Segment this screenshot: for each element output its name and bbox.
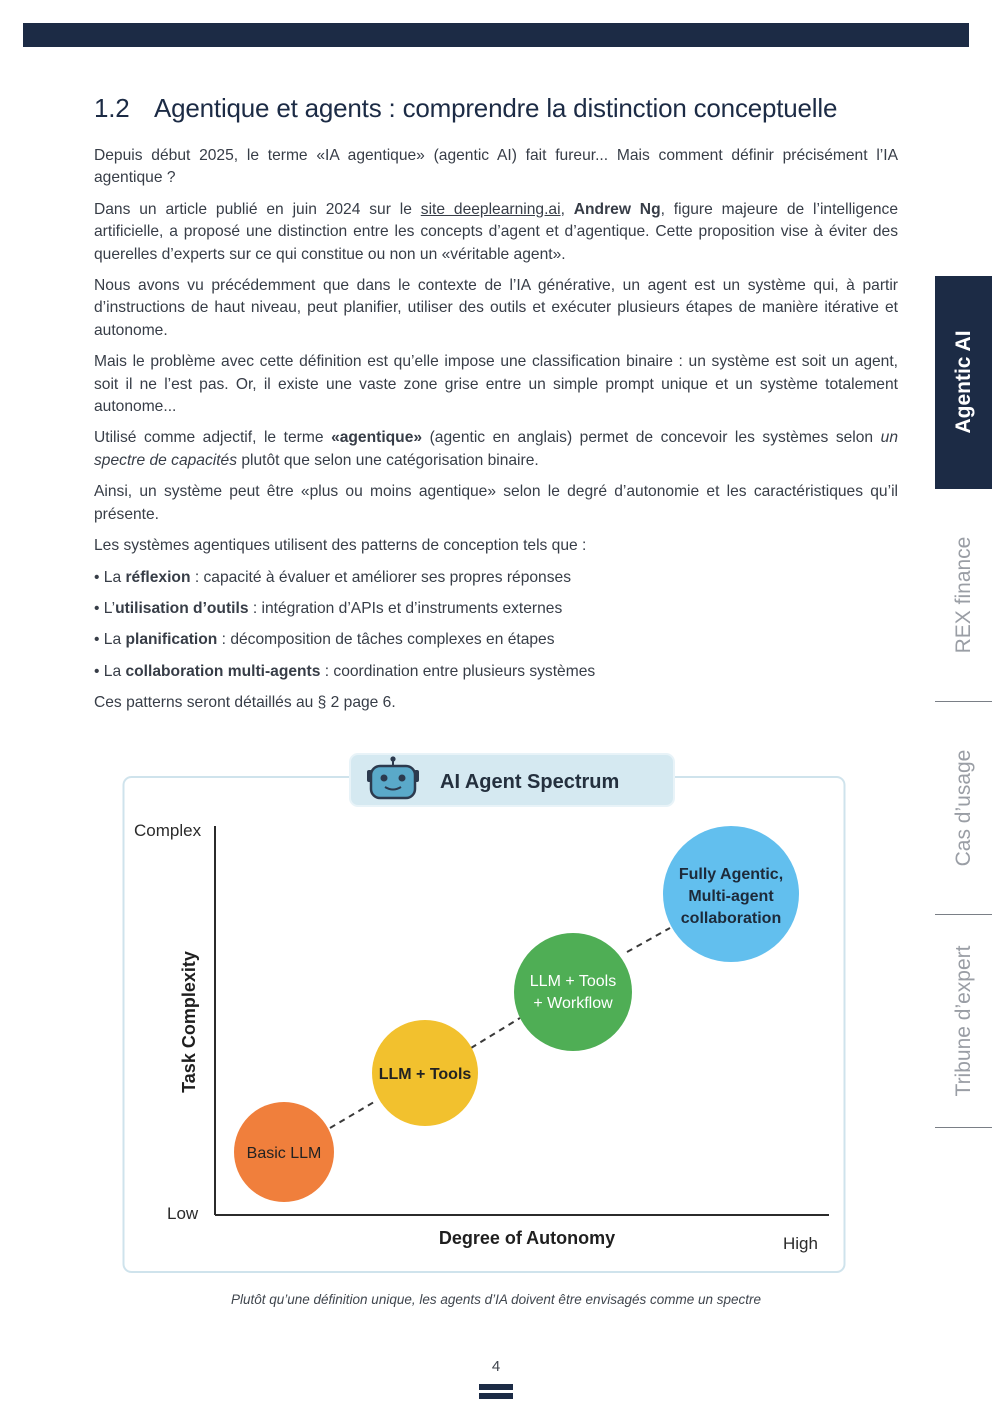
bullet-prefix: • L’ <box>94 599 116 617</box>
stage-label: collaboration <box>680 910 782 927</box>
paragraph-text: (agentic en anglais) permet de concevoir les systèmes selon <box>422 429 881 447</box>
tab-label: Tribune d’expert <box>951 945 975 1097</box>
tab-agentic-ai[interactable] <box>935 276 992 489</box>
x-axis-label: Degree of Autonomy <box>438 1228 616 1248</box>
paragraph-text: , figure majeure de l’intelligence artificielle, a proposé une distinction entre les concepts d’agent et d’agentique. Cette proposition vise à éviter des querelles d’experts sur ce qui constitue ou non un «véritable agent». <box>94 200 898 263</box>
stage-fully-agentic <box>663 826 799 962</box>
paragraph: Les systèmes agentiques utilisent des patterns de conception tels que : <box>94 537 587 555</box>
bullet-term: utilisation d’outils <box>115 599 249 617</box>
spectrum-diagram <box>122 750 846 1274</box>
tab-tribune-expert[interactable] <box>935 915 992 1128</box>
stage-circle <box>514 933 632 1051</box>
page-number: 4 <box>491 1358 501 1375</box>
y-axis-label: Task Complexity <box>179 951 199 1093</box>
bullet-item <box>94 567 898 589</box>
paragraph-text: , <box>560 200 574 218</box>
ai-agent-spectrum-figure <box>122 750 846 1274</box>
bullet-term: planification <box>125 631 218 649</box>
stage-label: Fully Agentic, <box>678 866 784 883</box>
author-name: Andrew Ng <box>573 200 661 218</box>
x-right-label: High <box>783 1234 818 1253</box>
page-mark <box>479 1384 513 1402</box>
bullet-text: : capacité à évaluer et améliorer ses propres réponses <box>190 568 571 586</box>
figure-caption: Plutôt qu’une définition unique, les agents d’IA doivent être envisagés comme un spectre <box>230 1292 762 1307</box>
stage-label: + Workflow <box>533 995 613 1012</box>
tab-label: Cas d’usage <box>951 749 975 867</box>
stage-llm-tools-workflow <box>514 933 632 1051</box>
paragraph: Mais le problème avec cette définition est qu’elle impose une classification binaire : un système est soit un agent, soit il ne l’est pas. Or, il existe une vaste zone grise entre un simple prompt unique et un système totalement autonome... <box>94 353 898 416</box>
bullet-item <box>94 598 898 620</box>
bullet-item <box>94 661 898 683</box>
bullet-prefix: • La <box>94 631 126 649</box>
stage-label: Basic LLM <box>246 1145 322 1162</box>
stage-label: Multi-agent <box>688 888 774 905</box>
bullet-term: collaboration multi-agents <box>125 662 321 680</box>
bullet-prefix: • La <box>94 568 126 586</box>
figure-title: AI Agent Spectrum <box>440 771 620 793</box>
tab-label: Agentic AI <box>951 330 975 434</box>
paragraph: Depuis début 2025, le terme «IA agentique» (agentic AI) fait fureur... Mais comment définir précisément l’IA agentique ? <box>94 147 898 187</box>
article-body <box>94 145 898 724</box>
tab-cas-usage[interactable] <box>935 702 992 915</box>
stage-llm-tools <box>372 1020 478 1126</box>
y-bottom-label: Low <box>167 1204 199 1223</box>
emphasis-text: un spectre de capacités <box>94 429 899 469</box>
section-title-text: Agentique et agents : comprendre la distinction conceptuelle <box>154 93 838 123</box>
stage-basic-llm <box>234 1102 334 1202</box>
bullet-item <box>94 629 898 651</box>
stage-label: LLM + Tools <box>378 1066 472 1083</box>
bullet-text: : coordination entre plusieurs systèmes <box>320 662 596 680</box>
deeplearning-link[interactable]: site deeplearning.ai <box>420 200 561 218</box>
paragraph-text: Utilisé comme adjectif, le terme <box>94 429 332 447</box>
stage-label: LLM + Tools <box>529 973 617 990</box>
paragraph-text: Dans un article publié en juin 2024 sur le <box>94 200 421 218</box>
paragraph: Ces patterns seront détaillés au § 2 page 6. <box>94 694 396 712</box>
side-tabs <box>935 276 992 1128</box>
y-top-label: Complex <box>134 821 202 840</box>
bullet-text: : décomposition de tâches complexes en étapes <box>217 631 555 649</box>
tab-rex-finance[interactable] <box>935 489 992 702</box>
header-bar <box>23 23 969 47</box>
bullet-term: réflexion <box>125 568 191 586</box>
section-number: 1.2 <box>94 93 130 123</box>
section-title <box>94 93 837 124</box>
paragraph <box>94 427 898 472</box>
term-agentique: «agentique» <box>331 429 423 447</box>
bullet-text: : intégration d’APIs et d’instruments externes <box>248 599 563 617</box>
bullet-prefix: • La <box>94 662 126 680</box>
paragraph: Ainsi, un système peut être «plus ou moins agentique» selon le degré d’autonomie et les caractéristiques qu’il présente. <box>94 483 898 523</box>
paragraph <box>94 199 898 266</box>
paragraph: Nous avons vu précédemment que dans le contexte de l’IA générative, un agent est un système qui, à partir d’instructions de haut niveau, peut planifier, utiliser des outils et exécuter plusieurs étapes de manière itérative et autonome. <box>94 277 898 339</box>
tab-label: REX finance <box>951 536 975 654</box>
paragraph-text: plutôt que selon une catégorisation binaire. <box>237 451 539 469</box>
